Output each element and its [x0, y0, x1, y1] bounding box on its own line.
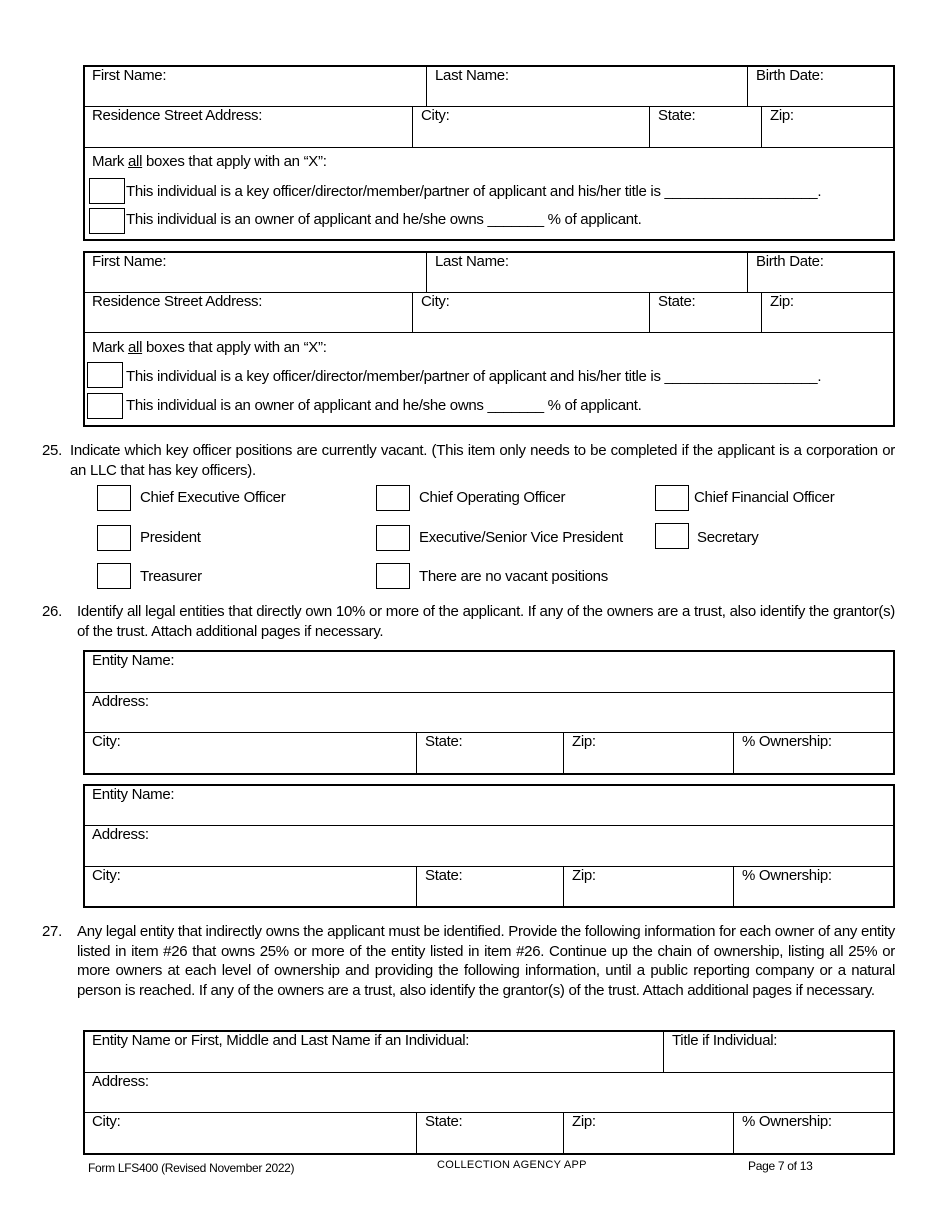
divider: [412, 292, 413, 332]
divider: [416, 1112, 417, 1153]
vacant-president-checkbox[interactable]: [97, 525, 131, 551]
divider: [84, 147, 894, 148]
state-label: State:: [425, 733, 463, 750]
divider: [84, 825, 894, 826]
item-25-text: Indicate which key officer positions are currently vacant. (This item only needs to be completed if the applicant is a corporation or an LLC that has key officers).: [70, 442, 895, 479]
key-officer-statement: This individual is a key officer/director/member/partner of applicant and his/her title is ___________________.: [126, 368, 822, 385]
divider: [563, 866, 564, 906]
vacant-ceo-checkbox[interactable]: [97, 485, 131, 511]
zip-label: Zip:: [572, 867, 596, 884]
item-27-number: 27.: [42, 923, 62, 940]
item-26-number: 26.: [42, 603, 62, 620]
zip-label: Zip:: [770, 107, 794, 124]
divider: [412, 106, 413, 147]
divider: [649, 292, 650, 332]
address-label: Address:: [92, 1073, 149, 1090]
state-label: State:: [658, 293, 696, 310]
item-25-number: 25.: [42, 442, 62, 459]
last-name-label: Last Name:: [435, 67, 509, 84]
divider: [84, 1072, 894, 1073]
ownership-label: % Ownership:: [742, 733, 832, 750]
last-name-label: Last Name:: [435, 253, 509, 270]
vacant-treasurer-label: Treasurer: [140, 568, 202, 585]
key-officer-statement: This individual is a key officer/director/member/partner of applicant and his/her title is ___________________.: [126, 183, 822, 200]
divider: [761, 292, 762, 332]
divider: [649, 106, 650, 147]
divider: [416, 732, 417, 773]
residence-address-label: Residence Street Address:: [92, 293, 263, 310]
zip-label: Zip:: [572, 733, 596, 750]
divider: [426, 252, 427, 292]
mark-instruction: [92, 339, 327, 357]
first-name-label: First Name:: [92, 253, 167, 270]
city-label: City:: [92, 867, 121, 884]
vacant-treasurer-checkbox[interactable]: [97, 563, 131, 589]
divider: [563, 1112, 564, 1153]
first-name-label: First Name:: [92, 67, 167, 84]
divider: [747, 66, 748, 106]
key-officer-checkbox[interactable]: [89, 178, 125, 204]
state-label: State:: [425, 867, 463, 884]
no-vacant-label: There are no vacant positions: [419, 568, 608, 585]
divider: [733, 1112, 734, 1153]
city-label: City:: [421, 293, 450, 310]
state-label: State:: [425, 1113, 463, 1130]
item-27-text: Any legal entity that indirectly owns the applicant must be identified. Provide the following information for each owner of any entity listed in item #26 that owns 25% or more of the entity listed in item #26. Continue up the chain of ownership, listing all 25% or more owners at each level of ownership and providing the following information, until a public reporting company or a natural person is reached. If any of the owners are a trust, also identify the grantor(s) of the trust. Attach additional pages if necessary.: [77, 923, 895, 999]
footer-page-number: Page 7 of 13: [748, 1159, 813, 1173]
birth-date-label: Birth Date:: [756, 67, 824, 84]
divider: [747, 252, 748, 292]
divider: [733, 732, 734, 773]
entity-or-individual-name-label: Entity Name or First, Middle and Last Name if an Individual:: [92, 1032, 470, 1049]
zip-label: Zip:: [572, 1113, 596, 1130]
vacant-secretary-checkbox[interactable]: [655, 523, 689, 549]
mark-instruction-all: all: [128, 153, 143, 170]
city-label: City:: [92, 1113, 121, 1130]
mark-instruction-suffix: boxes that apply with an “X”:: [142, 339, 327, 356]
mark-instruction-prefix: Mark: [92, 339, 129, 356]
vacant-cfo-checkbox[interactable]: [655, 485, 689, 511]
city-label: City:: [92, 733, 121, 750]
vacant-secretary-label: Secretary: [697, 529, 759, 546]
address-label: Address:: [92, 826, 149, 843]
item-26-text: Identify all legal entities that directly own 10% or more of the applicant. If any of the owners are a trust, also identify the grantor(s) of the trust. Attach additional pages if necessary.: [77, 603, 895, 640]
divider: [416, 866, 417, 906]
address-label: Address:: [92, 693, 149, 710]
state-label: State:: [658, 107, 696, 124]
divider: [733, 866, 734, 906]
entity-table-2: [83, 784, 895, 908]
vacant-evp-label: Executive/Senior Vice President: [419, 529, 623, 546]
entity-table-1: [83, 650, 895, 775]
mark-instruction: [92, 153, 327, 171]
divider: [426, 66, 427, 106]
mark-instruction-all: all: [128, 339, 143, 356]
residence-address-label: Residence Street Address:: [92, 107, 263, 124]
divider: [563, 732, 564, 773]
footer-center-title: COLLECTION AGENCY APP: [437, 1159, 587, 1171]
zip-label: Zip:: [770, 293, 794, 310]
vacant-ceo-label: Chief Executive Officer: [140, 489, 286, 506]
title-label: Title if Individual:: [672, 1032, 778, 1049]
vacant-coo-label: Chief Operating Officer: [419, 489, 566, 506]
mark-instruction-suffix: boxes that apply with an “X”:: [142, 153, 327, 170]
divider: [761, 106, 762, 147]
divider: [663, 1031, 664, 1072]
mark-instruction-prefix: Mark: [92, 153, 129, 170]
divider: [84, 692, 894, 693]
owner-statement: This individual is an owner of applicant and he/she owns _______ % of applicant.: [126, 397, 642, 414]
ownership-label: % Ownership:: [742, 867, 832, 884]
no-vacant-checkbox[interactable]: [376, 563, 410, 589]
owner-checkbox[interactable]: [89, 208, 125, 234]
vacant-evp-checkbox[interactable]: [376, 525, 410, 551]
divider: [84, 332, 894, 333]
vacant-coo-checkbox[interactable]: [376, 485, 410, 511]
vacant-cfo-label: Chief Financial Officer: [694, 489, 835, 506]
owner-statement: This individual is an owner of applicant and he/she owns _______ % of applicant.: [126, 211, 642, 228]
city-label: City:: [421, 107, 450, 124]
entity-name-label: Entity Name:: [92, 786, 175, 803]
key-officer-checkbox[interactable]: [87, 362, 123, 388]
footer-form-id: Form LFS400 (Revised November 2022): [88, 1161, 295, 1175]
vacant-president-label: President: [140, 529, 201, 546]
ownership-label: % Ownership:: [742, 1113, 832, 1130]
entity-name-label: Entity Name:: [92, 652, 175, 669]
owner-checkbox[interactable]: [87, 393, 123, 419]
birth-date-label: Birth Date:: [756, 253, 824, 270]
